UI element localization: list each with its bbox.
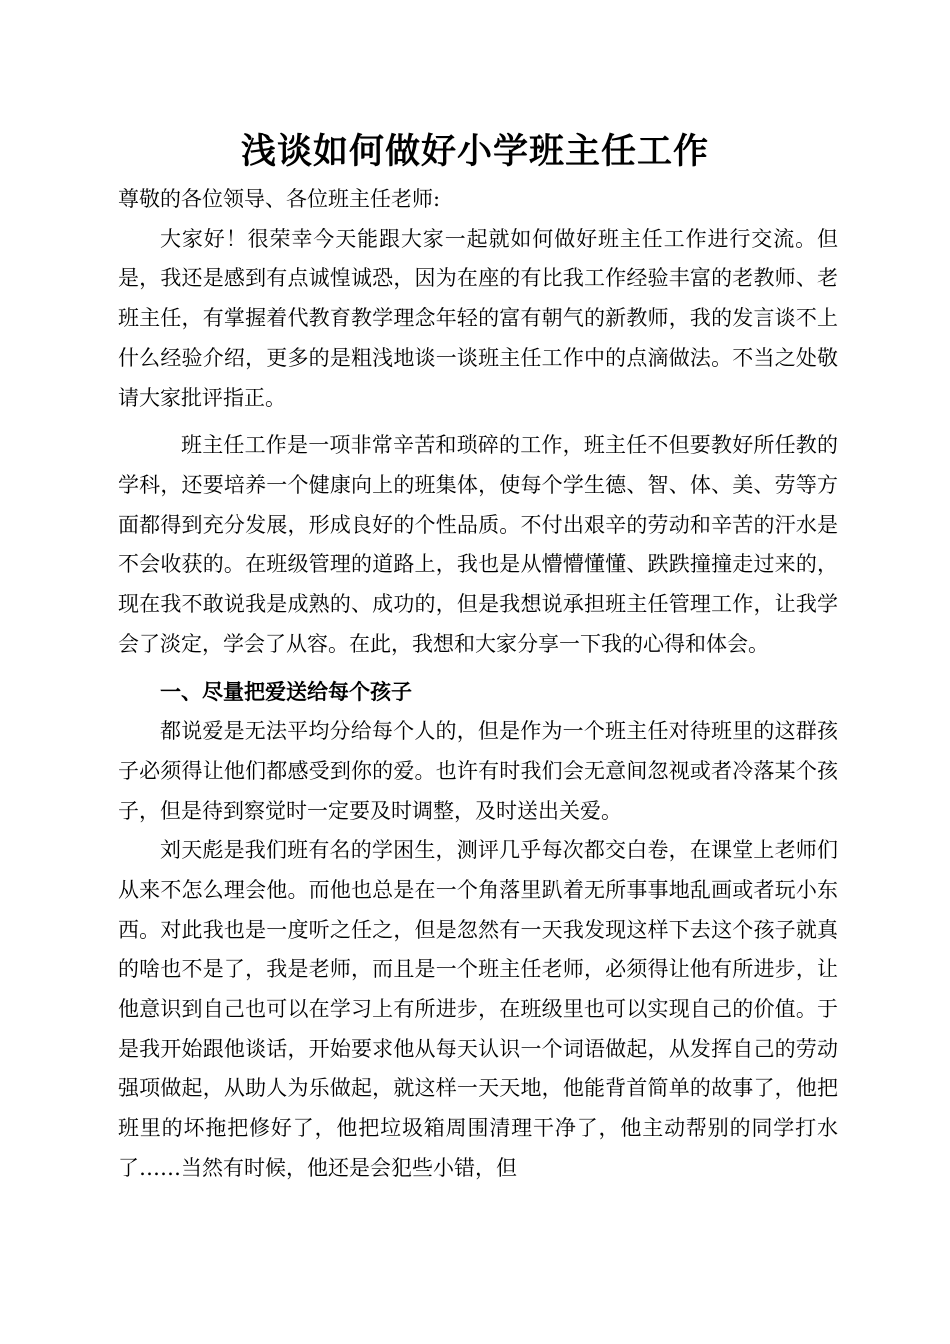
document-body [118, 180, 838, 1189]
document-title: 浅谈如何做好小学班主任工作 [240, 131, 709, 172]
paragraph-spacer [118, 664, 838, 672]
paragraph-student-story: 刘天彪是我们班有名的学困生，测评几乎每次都交白卷，在课堂上老师们从来不怎么理会他。而他也总是在一个角落里趴着无所事事地乱画或者玩小东西。对此我也是一度听之任之，但是忽然有一天我发现这样下去这个孩子就真的啥也不是了，我是老师，而且是一个班主任老师，必须得让他有所进步，让他意识到自己也可以在学习上有所进步，在班级里也可以实现自己的价值。于是我开始跟他谈话，开始要求他从每天认识一个词语做起，从发挥自己的劳动强项做起，从助人为乐做起，就这样一天天地，他能背首简单的故事了，他把班里的坏拖把修好了，他把垃圾箱周围清理干净了，他主动帮别的同学打水了……当然有时候，他还是会犯些小错，但 [118, 838, 838, 1180]
section-heading: 一、尽量把爱送给每个孩子 [160, 679, 412, 705]
paragraph-spacer [118, 418, 838, 426]
paragraph-class-work: 班主任工作是一项非常辛苦和琐碎的工作，班主任不但要教好所任教的学科，还要培养一个健康向上的班集体，使每个学生德、智、体、美、劳等方面都得到充分发展，形成良好的个性品质。不付出艰辛的劳动和辛苦的汗水是不会收获的。在班级管理的道路上，我也是从懵懵懂懂、跌跌撞撞走过来的，现在我不敢说我是成熟的、成功的，但是我想说承担班主任管理工作，让我学会了淡定，学会了从容。在此，我想和大家分享一下我的心得和体会。 [118, 433, 838, 656]
salutation: 尊敬的各位领导、各位班主任老师: [118, 187, 441, 211]
paragraph-love: 都说爱是无法平均分给每个人的，但是作为一个班主任对待班里的这群孩子必须得让他们都感受到你的爱。也许有时我们会无意间忽视或者冷落某个孩子，但是待到察觉时一定要及时调整，及时送出关爱。 [118, 719, 838, 823]
paragraph-opening: 大家好！很荣幸今天能跟大家一起就如何做好班主任工作进行交流。但是，我还是感到有点诚惶诚恐，因为在座的有比我工作经验丰富的老教师、老班主任，有掌握着代教育教学理念年轻的富有朝气的新教师，我的发言谈不上什么经验介绍，更多的是粗浅地谈一谈班主任工作中的点滴做法。不当之处敬请大家批评指正。 [118, 226, 838, 410]
